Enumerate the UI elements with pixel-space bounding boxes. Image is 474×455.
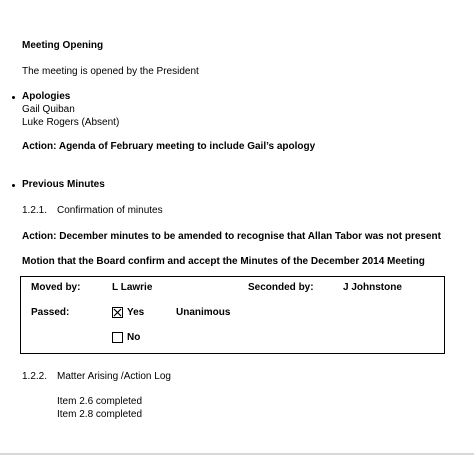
meeting-opening-heading: Meeting Opening <box>22 40 104 51</box>
apologies-action: Action: Agenda of February meeting to include Gail’s apology <box>22 141 316 152</box>
previous-minutes-action: Action: December minutes to be amended to recognise that Allan Tabor was not present <box>22 231 441 242</box>
item-number-1-2-1: 1.2.1. <box>22 205 48 216</box>
checkbox-x-icon <box>113 308 122 317</box>
yes-label: Yes <box>127 307 145 318</box>
seconded-by-label: Seconded by: <box>248 282 314 293</box>
apology-name-2: Luke Rogers (Absent) <box>22 117 120 128</box>
meeting-opening-text: The meeting is opened by the President <box>22 66 199 77</box>
no-label: No <box>127 332 141 343</box>
bullet-previous-minutes <box>12 184 15 187</box>
passed-result: Unanimous <box>176 307 231 318</box>
apology-name-1: Gail Quiban <box>22 104 75 115</box>
item-number-1-2-2: 1.2.2. <box>22 371 48 382</box>
seconded-by-value: J Johnstone <box>343 282 402 293</box>
moved-by-label: Moved by: <box>31 282 81 293</box>
yes-checkbox[interactable] <box>112 307 123 318</box>
bullet-apologies <box>12 96 15 99</box>
item-title-1-2-1: Confirmation of minutes <box>57 205 163 216</box>
no-checkbox[interactable] <box>112 332 123 343</box>
action-log-item-1: Item 2.6 completed <box>57 396 143 407</box>
action-log-item-2: Item 2.8 completed <box>57 409 143 420</box>
apologies-heading: Apologies <box>22 91 71 102</box>
passed-label: Passed: <box>31 307 70 318</box>
item-title-1-2-2: Matter Arising /Action Log <box>57 371 171 382</box>
moved-by-value: L Lawrie <box>112 282 153 293</box>
motion-text: Motion that the Board confirm and accept the Minutes of the December 2014 Meeting <box>22 256 425 267</box>
previous-minutes-heading: Previous Minutes <box>22 179 105 190</box>
